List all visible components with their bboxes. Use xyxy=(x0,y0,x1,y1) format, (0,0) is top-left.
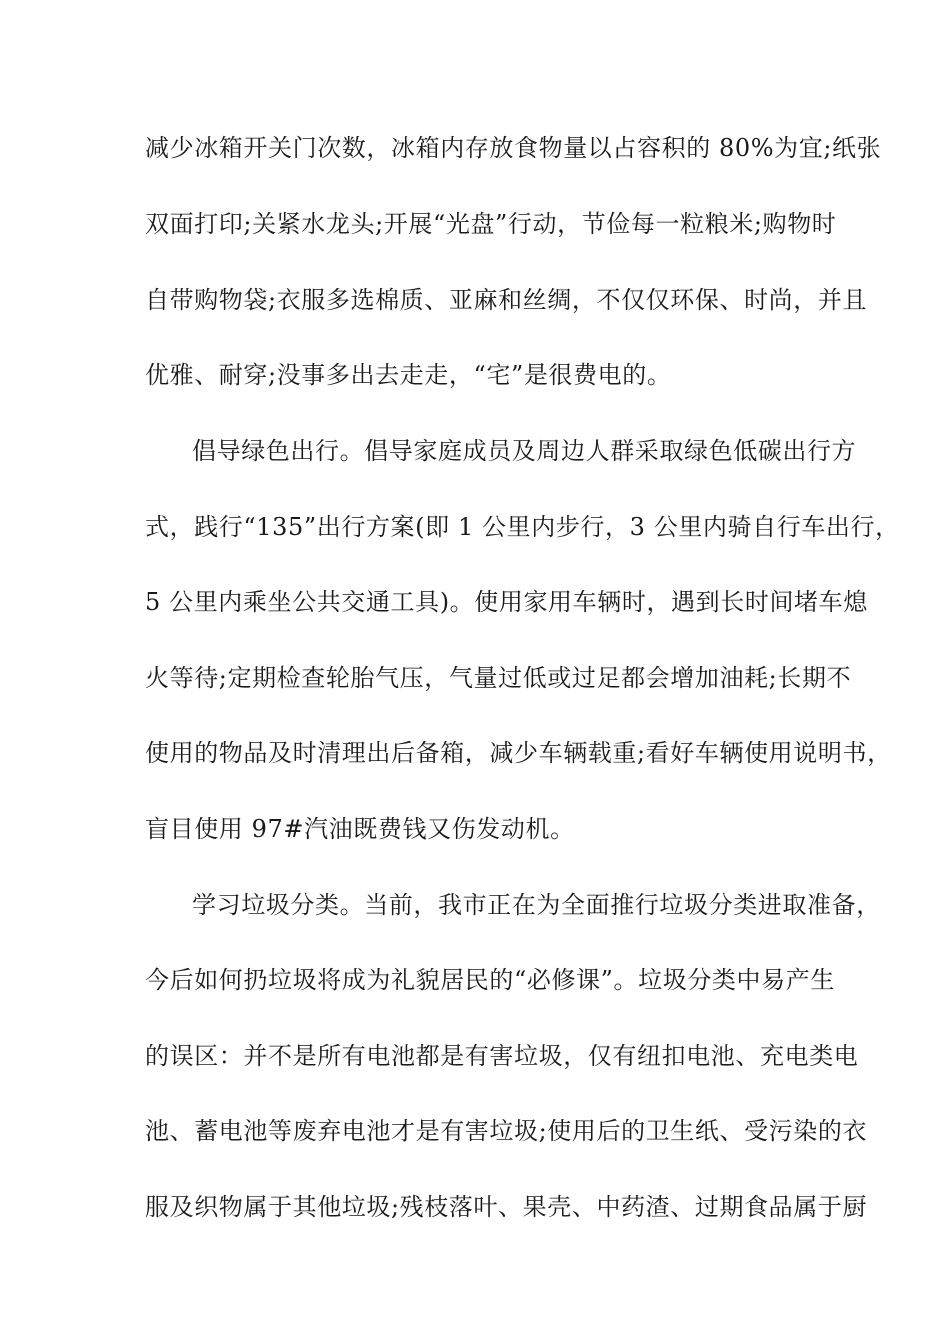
text-line: 优雅、耐穿;没事多出去走走，“宅”是很费电的。 xyxy=(145,361,672,389)
text-line: 火等待;定期检查轮胎气压，气量过低或过足都会增加油耗;长期不 xyxy=(145,664,852,692)
text-line: 倡导绿色出行。倡导家庭成员及周边人群采取绿色低碳出行方 xyxy=(192,437,857,465)
text-line: 学习垃圾分类。当前，我市正在为全面推行垃圾分类进取准备， xyxy=(192,891,881,919)
text-line: 的误区：并不是所有电池都是有害垃圾，仅有纽扣电池、充电类电 xyxy=(145,1042,859,1070)
text-line: 服及织物属于其他垃圾;残枝落叶、果壳、中药渣、过期食品属于厨 xyxy=(145,1193,868,1221)
text-line: 盲目使用 97#汽油既费钱又伤发动机。 xyxy=(145,815,575,843)
text-line: 减少冰箱开关门次数，冰箱内存放食物量以占容积的 80%为宜;纸张 xyxy=(145,134,882,162)
text-line: 池、蓄电池等废弃电池才是有害垃圾;使用后的卫生纸、受污染的衣 xyxy=(145,1117,868,1145)
text-line: 式，践行“135”出行方案(即 1 公里内步行，3 公里内骑自行车出行， xyxy=(145,513,900,541)
text-line: 今后如何扔垃圾将成为礼貌居民的“必修课”。垃圾分类中易产生 xyxy=(145,966,835,994)
text-line: 5 公里内乘坐公共交通工具)。使用家用车辆时，遇到长时间堵车熄 xyxy=(145,588,868,616)
text-line: 自带购物袋;衣服多选棉质、亚麻和丝绸，不仅仅环保、时尚，并且 xyxy=(145,286,868,314)
text-line: 双面打印;关紧水龙头;开展“光盘”行动，节俭每一粒粮米;购物时 xyxy=(145,210,837,238)
text-line: 使用的物品及时清理出后备箱，减少车辆载重;看好车辆使用说明书， xyxy=(145,739,892,767)
